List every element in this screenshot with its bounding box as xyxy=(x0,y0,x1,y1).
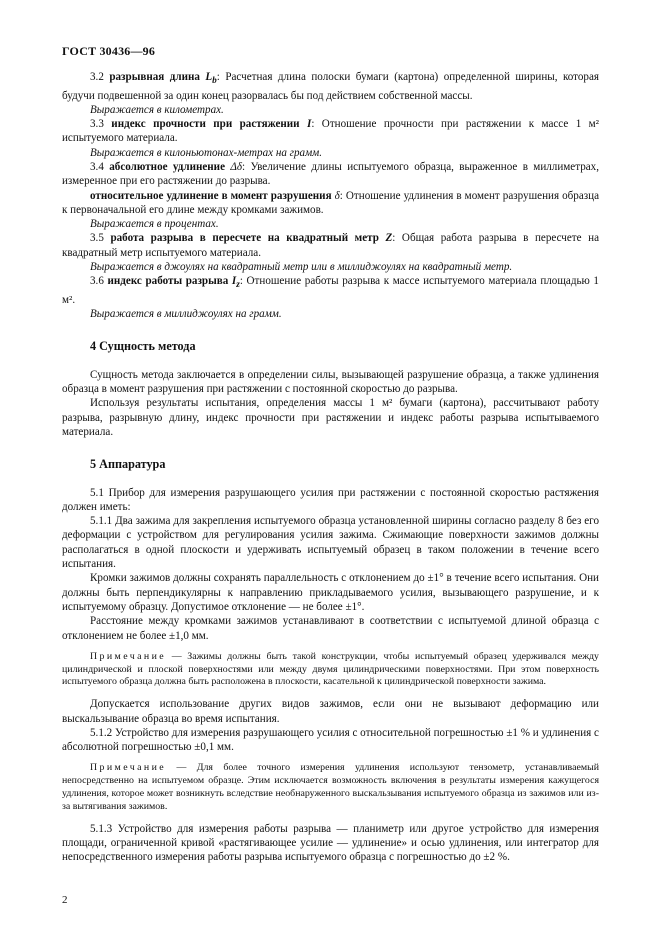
unit-3-2: Выражается в километрах. xyxy=(90,103,224,116)
term-relative-elongation: относительное удлинение в момент разрушения xyxy=(90,189,332,202)
clause-5-1-1: 5.1.1 Два зажима для закрепления испытуемого образца установленной ширины согласно разделу 8 без его деформации с устройством для регулирования усилия зажима. Сжимающие поверхности зажимов должны располагаться в одной плоскости и удерживать испытуемый образец в таком положении в течение всего испытания. xyxy=(62,515,599,571)
clause-3-4-relative: относительное удлинение в момент разрушения δ: Отношение удлинения в момент разрушения образца к первоначальной его длине между кромками зажимов. xyxy=(62,189,599,216)
term-work-index: индекс работы разрыва xyxy=(107,275,229,288)
clause-5-1-3: 5.1.3 Устройство для измерения работы разрыва — планиметр или другое устройство для измерения площади, ограниченной кривой «растягивающее усилие — удлинение» и осью удлинения, или интегратор для непосредственного измерения работы разрыва испытуемого образца с погрешностью до ±2 %. xyxy=(62,822,599,864)
page-number: 2 xyxy=(62,894,68,906)
section-5-heading: 5 Аппаратура xyxy=(90,457,166,472)
section-4-para-2: Используя результаты испытания, определения массы 1 м² бумаги (картона), рассчитывают работу разрыва, разрывную длину, индекс прочности при растяжении и индекс работы разрыва испытываемого материала. xyxy=(62,397,599,438)
section-4-heading: 4 Сущность метода xyxy=(90,339,196,354)
doc-header: ГОСТ 30436—96 xyxy=(62,44,156,58)
term-work-per-area: работа разрыва в пересчете на квадратный метр xyxy=(110,232,379,245)
clause-3-4: 3.4 абсолютное удлинение Δδ: Увеличение длины испытуемого образца, выраженное в миллиметрах, измеренное при его растяжении до разрыва. xyxy=(62,161,599,188)
term-tensile-index: индекс прочности при растяжении xyxy=(111,118,300,131)
clause-3-6: 3.6 индекс работы разрыва $I_z$: Отношение работы разрыва к массе испытуемого материала площадью 1 м². xyxy=(62,275,599,306)
note-2: Примечание — Для более точного измерения удлинения используют тензометр, устанавливаемый непосредственно на испытуемом образце. Этим исключается возможность включения в результаты измерения кажущегося удлинения, которое может возникнуть вследствие необнаруженного выскальзывания испытуемого образца из зажимов или из-за вытягивания зажимов. xyxy=(62,762,599,812)
unit-3-3: Выражается в килоньютонах-метрах на грамм. xyxy=(90,146,323,159)
unit-3-4: Выражается в процентах. xyxy=(90,218,219,231)
clause-3-2: 3.2 разрывная длина $L_b$: Расчетная длина полоски бумаги (картона) определенной ширины, которая будучи подвешенной за один конец разорвалась бы под действием собственной массы. xyxy=(62,71,599,102)
clause-5-1: 5.1 Прибор для измерения разрушающего усилия при растяжении с постоянной скоростью растяжения должен иметь: xyxy=(62,486,599,513)
clause-3-3: 3.3 индекс прочности при растяжении I: Отношение прочности при растяжении к массе 1 м² испытуемого материала. xyxy=(62,118,599,145)
clamp-edges-para: Кромки зажимов должны сохранять параллельность с отклонением до ±1° в течение всего испытания. Они должны быть перпендикулярны к направлению прикладываемого усилия, вызывающего разрушение, и к испытуемому образцу. Допустимое отклонение — не более ±1°. xyxy=(62,572,599,613)
page-content xyxy=(62,70,599,864)
note-label: Примечание xyxy=(90,762,167,774)
note-label: Примечание xyxy=(90,650,167,662)
unit-3-6: Выражается в миллиджоулях на грамм. xyxy=(90,308,282,321)
clamp-distance-para: Расстояние между кромками зажимов устанавливают в соответствии с испытуемой длиной образца с отклонением не более ±1,0 мм. xyxy=(62,615,599,642)
clause-3-5: 3.5 работа разрыва в пересчете на квадратный метр Z: Общая работа разрыва в пересчете на квадратный метр испытуемого материала. xyxy=(62,232,599,259)
other-clamps-para: Допускается использование других видов зажимов, если они не вызывают деформацию или выскальзывание образца во время испытания. xyxy=(62,698,599,725)
term-absolute-elongation: абсолютное удлинение xyxy=(109,161,225,173)
term-breaking-length: разрывная длина xyxy=(109,71,200,83)
unit-3-5: Выражается в джоулях на квадратный метр или в миллиджоулях на квадратный метр. xyxy=(90,261,513,274)
section-4-para-1: Сущность метода заключается в определении силы, вызывающей разрушение образца, а также удлинения образца в момент разрушения при растяжении с постоянной скоростью до разрыва. xyxy=(62,368,599,396)
note-1: Примечание — Зажимы должны быть такой конструкции, чтобы испытуемый образец удерживался между цилиндрической и плоской поверхностями или между двумя цилиндрическими поверхностями. При этом поверхность испытуемого образца должна быть расположена в плоскости, касательной к цилиндрической поверхности зажима. xyxy=(62,650,599,688)
clause-5-1-2: 5.1.2 Устройство для измерения разрушающего усилия с относительной погрешностью ±1 % и удлинения с абсолютной погрешностью ±0,1 мм. xyxy=(62,726,599,754)
